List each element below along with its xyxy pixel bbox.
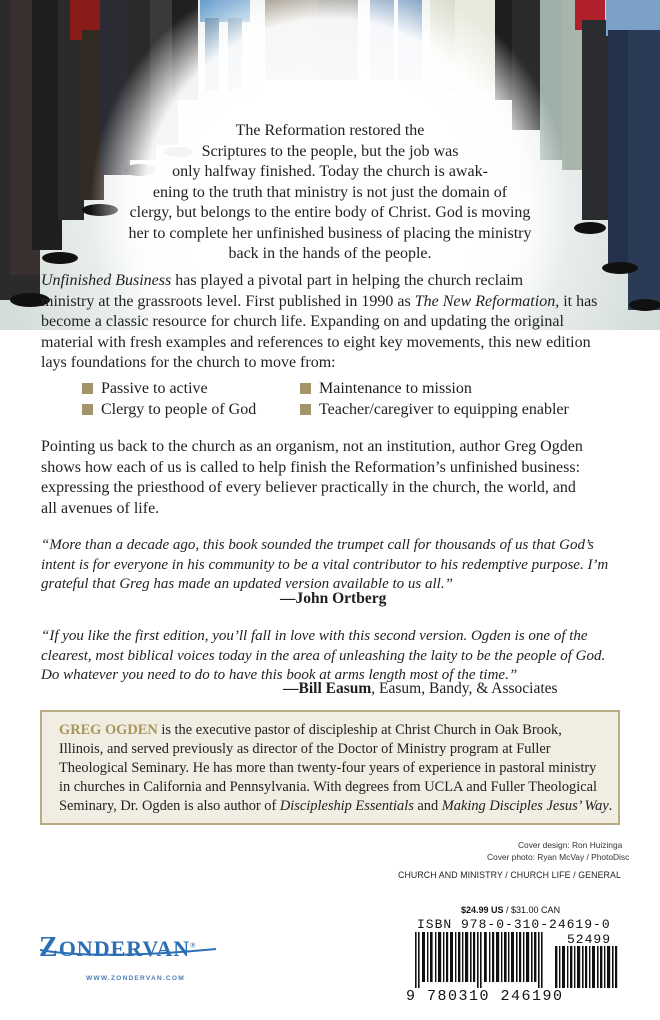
para-line: shows how each of us is called to help finish the Reformation’s unfinished business: [41,458,581,476]
addon-digits: 52499 [567,932,612,947]
bio-text: Seminary, Dr. Ogden is also author of [59,798,280,814]
intro-line: clergy, but belongs to the entire body of Christ. God is moving [129,204,531,221]
category-label: CHURCH AND MINISTRY / CHURCH LIFE / GENERAL [398,870,621,880]
quote-line: “If you like the first edition, you’ll fall in love with this second version. Ogden is one of the [41,628,588,644]
list-item [82,378,208,399]
attribution-name: —Bill Easum [283,680,372,697]
bullet-square-icon [300,404,311,415]
intro-line: ening to the truth that ministry is not just the domain of [152,183,508,201]
former-title: The New Reformation, [414,292,560,310]
quote-line: “More than a decade ago, this book sounded the trumpet call for thousands of us that God’s [41,537,594,553]
list-item-label: Clergy to people of God [101,401,257,418]
logo-text: ONDERVAN [58,936,191,961]
book-title: Unfinished Business [41,272,172,289]
para-line: material with fresh examples and references to eight key movements, this new edition [41,333,591,351]
intro-line: only halfway finished. Today the church is awak- [172,163,488,180]
isbn-text: ISBN 978-0-310-24619-0 [417,917,611,932]
summary-paragraph [41,437,626,519]
bio-text: is the executive pastor of discipleship at Christ Church in Oak Brook, [157,722,562,738]
bio-line [59,721,603,740]
list-item-label: Maintenance to mission [319,380,472,397]
intro-line: The Reformation restored the [235,122,425,139]
cover-design-credit: Cover design: Ron Huizinga [518,840,623,850]
para-text: ministry at the grassroots level. First published in 1990 as [41,292,415,310]
attribution-org: , Easum, Bandy, & Associates [371,680,558,697]
endorsement-quote [41,536,626,595]
bullet-square-icon [82,383,93,394]
bio-text: . [608,798,613,814]
quote-line: intent is for everyone in his community to be a vital contributor to his redemptive purpose. I’m [41,556,609,573]
list-item [300,378,472,399]
para-text: has played a pivotal part in helping the church reclaim [171,272,524,289]
bio-text: and [413,798,442,814]
author-bio-box [40,710,620,825]
quote-attribution [283,680,558,698]
list-item-label: Teacher/caregiver to equipping enabler [319,401,569,418]
intro-paragraph [0,121,660,265]
bio-line: Illinois, and served previously as director of the Doctor of Ministry program at Fuller [59,741,551,757]
quote-line: grateful that Greg has made an updated version available to us all.” [41,576,453,592]
quote-line: clearest, most biblical voices today in the area of unleashing the laity to be the people of God. [41,647,606,664]
price-label [461,905,560,915]
para-line [41,271,626,292]
para-line: all avenues of life. [41,499,160,517]
intro-line: her to complete her unfinished business of placing the ministry [128,224,532,242]
para-line: Pointing us back to the church as an organism, not an institution, author Greg Ogden [41,438,583,455]
book-title: Making Disciples Jesus’ Way [441,798,609,814]
list-item [300,399,569,420]
book-title: Discipleship Essentials [279,798,414,814]
list-item [82,399,256,420]
para-line [41,292,626,313]
publisher-website: WWW.ZONDERVAN.COM [86,975,185,982]
author-name: GREG OGDEN [59,722,158,738]
intro-line: Scriptures to the people, but the job was [201,142,459,160]
para-text: it has [559,292,598,310]
bio-line [59,797,613,816]
trademark-mark: ® [190,941,197,950]
endorsement-quote [41,627,626,686]
bio-line: Theological Seminary. He has more than twenty-four years of experience in pastoral ministry [59,760,597,776]
quote-attribution: —John Ortberg [280,590,387,607]
description-paragraph [41,271,626,374]
bio-line: in churches in California and Pennsylvania. With degrees from UCLA and Fuller Theological [59,779,598,795]
para-line: become a classic resource for church life. Expanding on and updating the original [41,313,564,330]
para-line: expressing the priesthood of every believer practically in the church, the world, and [41,479,576,496]
cover-photo-credit: Cover photo: Ryan McVay / PhotoDisc [487,852,630,862]
intro-line: back in the hands of the people. [228,245,432,262]
bullet-square-icon [300,383,311,394]
quote-line: Do whatever you need to do to have this book at arms length most of the time.” [41,667,518,683]
logo-swash-icon [38,946,218,958]
price-can: / $31.00 CAN [503,905,561,915]
ean-digits: 9 780310 246190 [406,988,564,1005]
list-item-label: Passive to active [101,380,208,397]
bullet-square-icon [82,404,93,415]
logo-initial: Z [39,932,59,963]
para-line: lays foundations for the church to move from: [41,354,336,371]
price-us: $24.99 US [461,905,504,915]
